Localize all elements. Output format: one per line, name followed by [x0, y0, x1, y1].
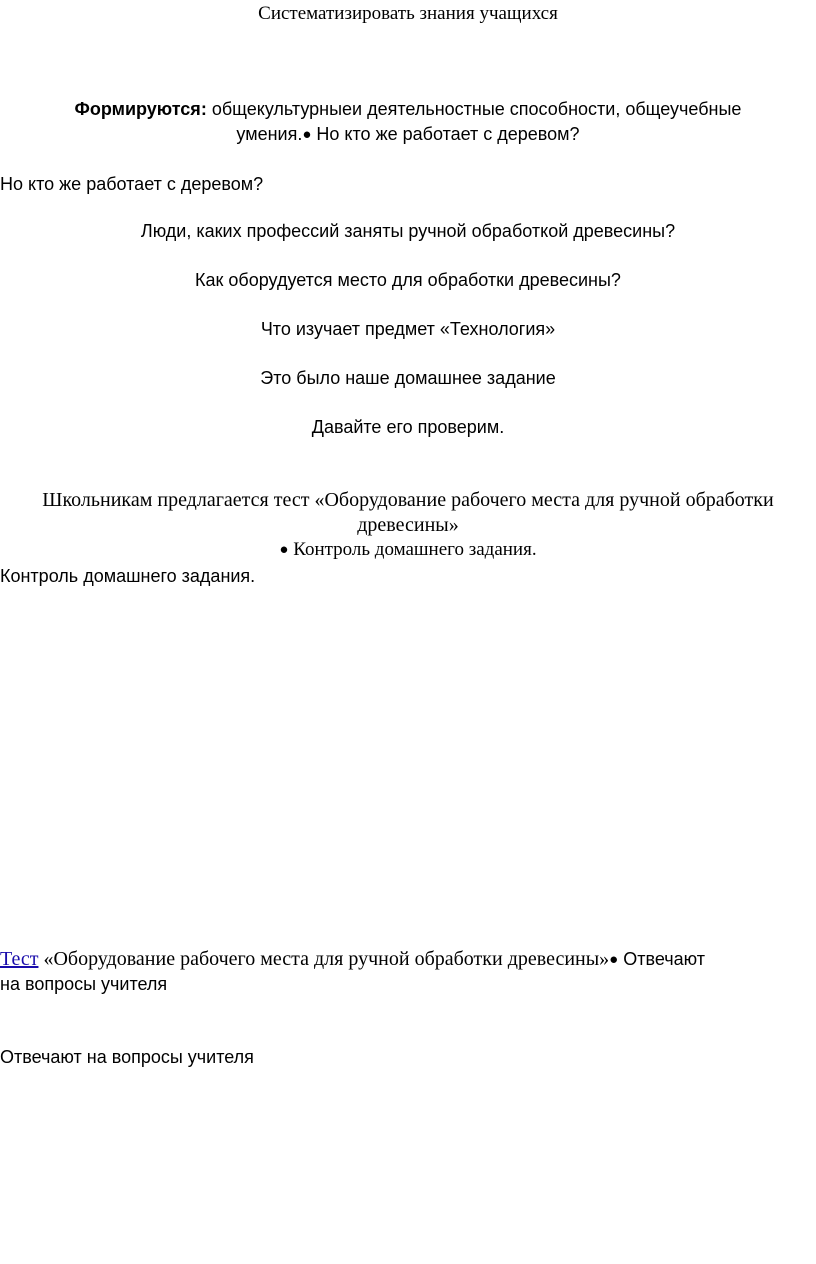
test-title: «Оборудование рабочего места для ручной обработки древесины» — [38, 948, 610, 970]
bullet-icon: ● — [609, 952, 619, 968]
test-offer-line-2: древесины» — [357, 514, 459, 536]
formation-text-1: общекультурныеи деятельностные способности, общеучебные — [206, 99, 742, 119]
test-offer-line-1: Школьникам предлагается тест «Оборудование рабочего места для ручной обработки — [42, 489, 774, 511]
bullet-icon: ● — [302, 126, 312, 143]
homework-check-center — [0, 538, 816, 563]
formation-line-2 — [0, 122, 816, 148]
answer-inline: Отвечают — [618, 949, 705, 969]
question-2: Как оборудуется место для обработки древесины? — [195, 270, 621, 290]
homework-check-left: Контроль домашнего задания. — [0, 566, 256, 586]
answer-left: Отвечают на вопросы учителя — [0, 1047, 254, 1067]
question-5: Давайте его проверим. — [311, 417, 505, 437]
homework-check-text: Контроль домашнего задания. — [288, 539, 537, 560]
question-3: Что изучает предмет «Технология» — [260, 319, 556, 339]
formation-text-3: Но кто же работает с деревом? — [311, 124, 580, 144]
question-left: Но кто же работает с деревом? — [0, 174, 264, 194]
answer-continuation: на вопросы учителя — [0, 974, 168, 994]
test-line — [0, 947, 705, 973]
question-1: Люди, каких профессий заняты ручной обработкой древесины? — [140, 221, 676, 241]
test-link[interactable]: Тест — [0, 948, 39, 970]
bullet-icon: ● — [279, 542, 289, 558]
formation-text-2: умения. — [236, 124, 303, 144]
page-title: Систематизировать знания учащихся — [258, 3, 558, 24]
formation-label: Формируются: — [74, 99, 207, 119]
question-4: Это было наше домашнее задание — [260, 368, 556, 388]
formation-line-1 — [0, 97, 816, 121]
